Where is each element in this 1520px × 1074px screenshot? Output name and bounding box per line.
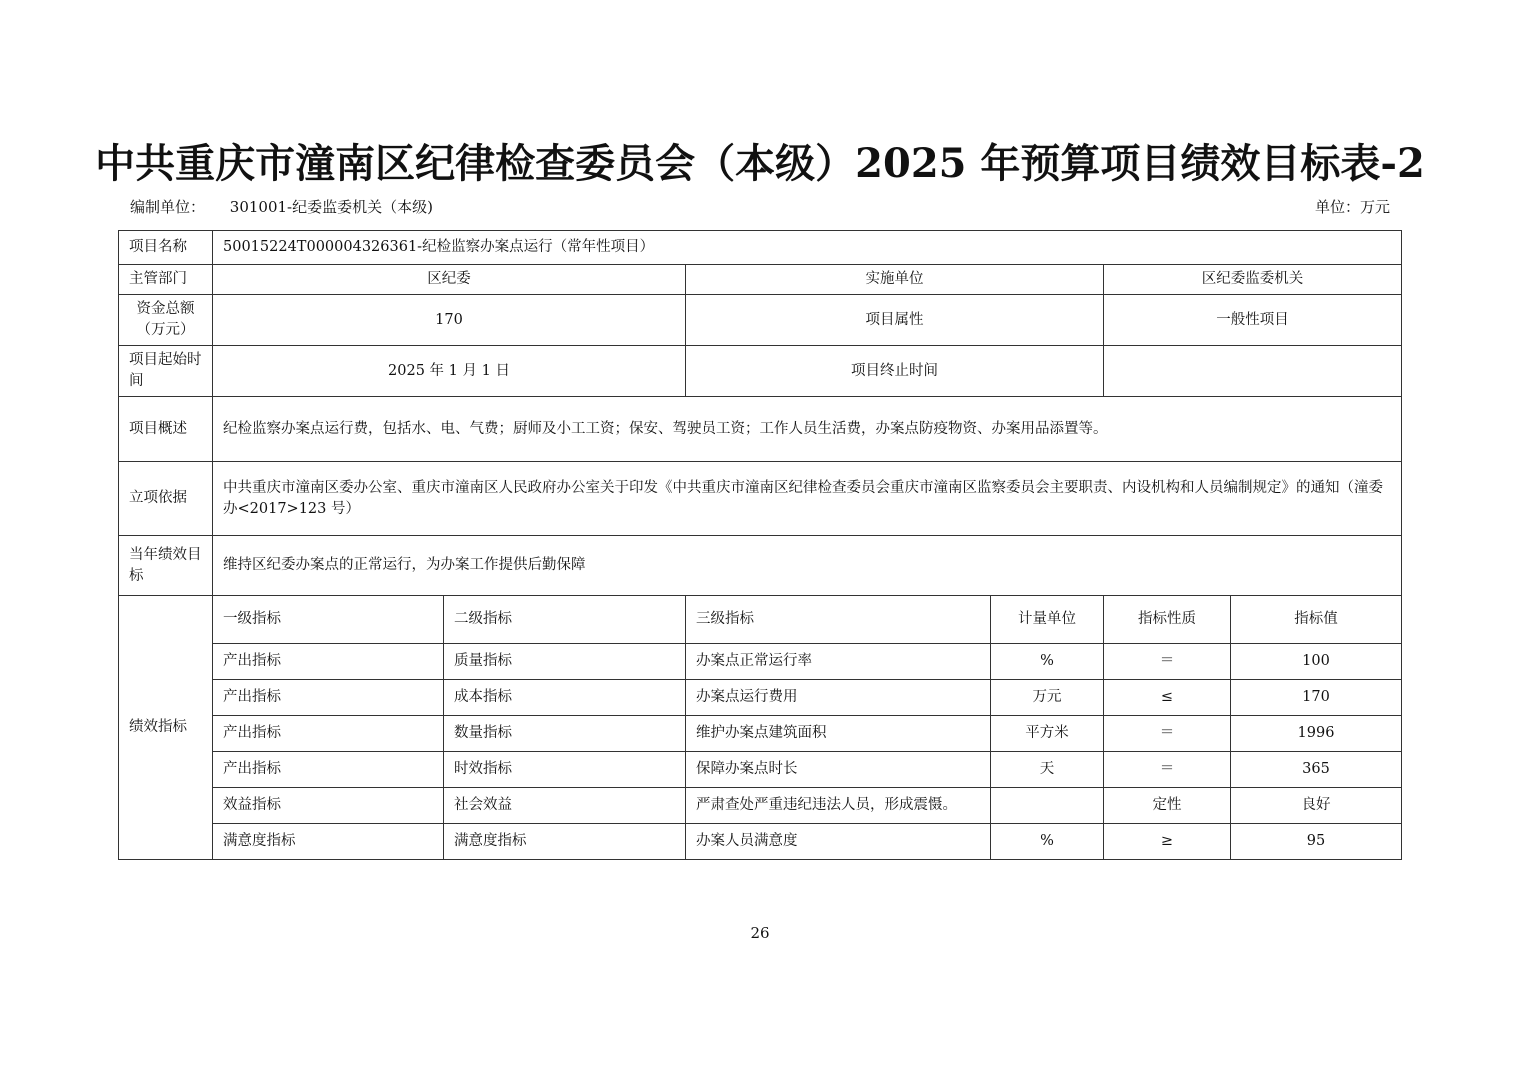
table-row — [119, 752, 1402, 788]
impl-label: 实施单位 — [686, 265, 1104, 295]
header-level1: 一级指标 — [213, 596, 444, 644]
unit-cell: 万元 — [991, 680, 1104, 716]
end-label: 项目终止时间 — [686, 346, 1104, 397]
level2-cell: 数量指标 — [444, 716, 686, 752]
overview-value: 纪检监察办案点运行费，包括水、电、气费；厨师及小工工资；保安、驾驶员工资；工作人员生活费，办案点防疫物资、办案用品添置等。 — [213, 397, 1402, 462]
level2-cell: 时效指标 — [444, 752, 686, 788]
level2-cell: 成本指标 — [444, 680, 686, 716]
level2-cell: 社会效益 — [444, 788, 686, 824]
row-overview — [119, 397, 1402, 462]
header-nature: 指标性质 — [1104, 596, 1231, 644]
value-cell: 365 — [1231, 752, 1402, 788]
unit-cell: 平方米 — [991, 716, 1104, 752]
row-basis — [119, 462, 1402, 536]
dept-value: 区纪委 — [213, 265, 686, 295]
basis-label: 立项依据 — [119, 462, 213, 536]
value-cell: 良好 — [1231, 788, 1402, 824]
level2-cell: 质量指标 — [444, 644, 686, 680]
nature-cell: ≤ — [1104, 680, 1231, 716]
nature-cell: ≥ — [1104, 824, 1231, 860]
level1-cell: 满意度指标 — [213, 824, 444, 860]
nature-cell: ＝ — [1104, 752, 1231, 788]
page-title: 中共重庆市潼南区纪律检查委员会（本级）2025 年预算项目绩效目标表-2 — [95, 140, 1425, 187]
attr-value: 一般性项目 — [1104, 295, 1402, 346]
level1-cell: 产出指标 — [213, 752, 444, 788]
compile-unit-value: 301001-纪委监委机关（本级) — [229, 198, 433, 216]
compile-unit-label: 编制单位： — [130, 198, 206, 216]
level3-cell: 维护办案点建筑面积 — [686, 716, 991, 752]
row-period — [119, 346, 1402, 397]
start-value: 2025 年 1 月 1 日 — [213, 346, 686, 397]
currency-unit: 单位：万元 — [1314, 198, 1390, 216]
value-cell: 1996 — [1231, 716, 1402, 752]
level3-cell: 严肃查处严重违纪违法人员，形成震慑。 — [686, 788, 991, 824]
nature-cell: ＝ — [1104, 716, 1231, 752]
unit-cell: % — [991, 644, 1104, 680]
table-row — [119, 824, 1402, 860]
table-row — [119, 644, 1402, 680]
header-level2: 二级指标 — [444, 596, 686, 644]
unit-cell: % — [991, 824, 1104, 860]
level1-cell: 效益指标 — [213, 788, 444, 824]
table-row — [119, 788, 1402, 824]
start-label: 项目起始时间 — [119, 346, 213, 397]
end-value — [1104, 346, 1402, 397]
indicator-header-row — [119, 596, 1402, 644]
header-value: 指标值 — [1231, 596, 1402, 644]
basis-value: 中共重庆市潼南区委办公室、重庆市潼南区人民政府办公室关于印发《中共重庆市潼南区纪律检查委员会重庆市潼南区监察委员会主要职责、内设机构和人员编制规定》的通知（潼委办<2017>123 号） — [213, 462, 1402, 536]
fund-value: 170 — [213, 295, 686, 346]
table-row — [119, 680, 1402, 716]
dept-label: 主管部门 — [119, 265, 213, 295]
level3-cell: 办案人员满意度 — [686, 824, 991, 860]
fund-label: 资金总额（万元） — [119, 295, 213, 346]
level1-cell: 产出指标 — [213, 716, 444, 752]
level1-cell: 产出指标 — [213, 644, 444, 680]
value-cell: 95 — [1231, 824, 1402, 860]
performance-table — [118, 230, 1402, 860]
unit-cell — [991, 788, 1104, 824]
nature-cell: ＝ — [1104, 644, 1231, 680]
project-name-label: 项目名称 — [119, 231, 213, 265]
overview-label: 项目概述 — [119, 397, 213, 462]
compile-unit — [130, 196, 433, 217]
goal-value: 维持区纪委办案点的正常运行，为办案工作提供后勤保障 — [213, 536, 1402, 596]
unit-cell: 天 — [991, 752, 1104, 788]
level3-cell: 办案点正常运行率 — [686, 644, 991, 680]
level1-cell: 产出指标 — [213, 680, 444, 716]
header-level3: 三级指标 — [686, 596, 991, 644]
level2-cell: 满意度指标 — [444, 824, 686, 860]
table-row — [119, 716, 1402, 752]
value-cell: 170 — [1231, 680, 1402, 716]
goal-label: 当年绩效目标 — [119, 536, 213, 596]
attr-label: 项目属性 — [686, 295, 1104, 346]
row-project-name — [119, 231, 1402, 265]
row-fund — [119, 295, 1402, 346]
header-unit: 计量单位 — [991, 596, 1104, 644]
page-number: 26 — [750, 924, 770, 942]
level3-cell: 办案点运行费用 — [686, 680, 991, 716]
nature-cell: 定性 — [1104, 788, 1231, 824]
impl-value: 区纪委监委机关 — [1104, 265, 1402, 295]
level3-cell: 保障办案点时长 — [686, 752, 991, 788]
indicator-section-label: 绩效指标 — [119, 596, 213, 860]
value-cell: 100 — [1231, 644, 1402, 680]
project-name-value: 50015224T000004326361-纪检监察办案点运行（常年性项目） — [213, 231, 1402, 265]
row-goal — [119, 536, 1402, 596]
row-department — [119, 265, 1402, 295]
